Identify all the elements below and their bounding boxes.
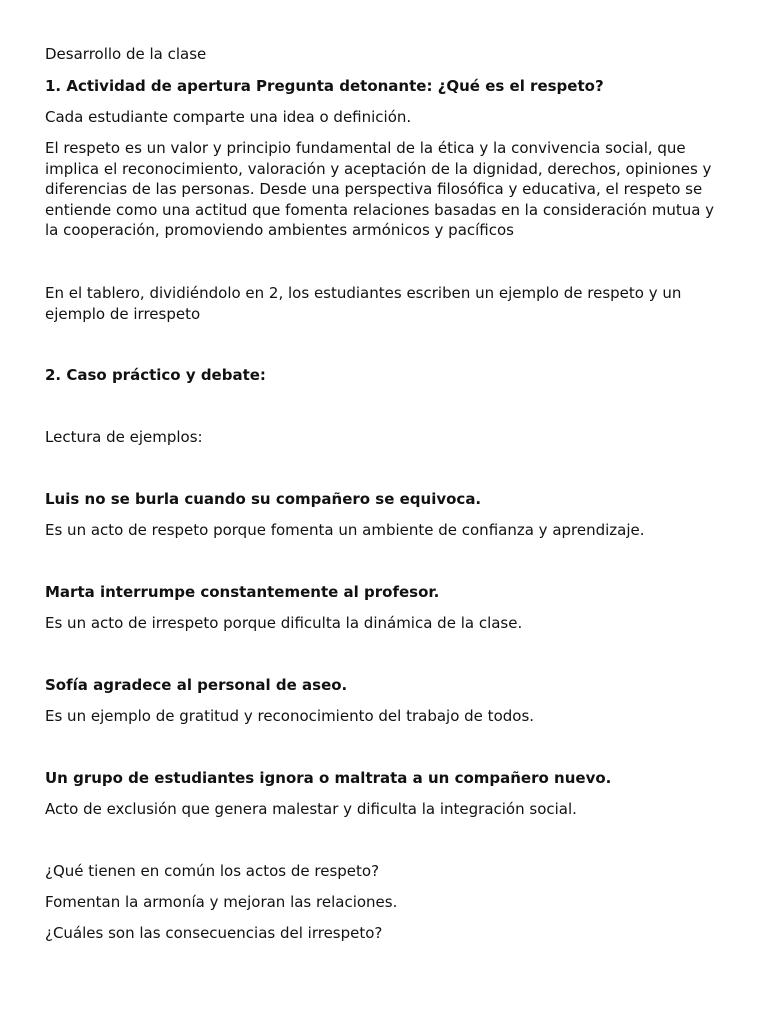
example-explanation: Es un acto de respeto porque fomenta un ambiente de confianza y aprendizaje. (45, 521, 645, 540)
document-header: Desarrollo de la clase (45, 45, 207, 63)
question-1: ¿Qué tienen en común los actos de respeto? (45, 862, 380, 881)
example-explanation: Acto de exclusión que genera malestar y dificulta la integración social. (45, 800, 577, 819)
section1-paragraph: El respeto es un valor y principio fundamental de la ética y la convivencia social, que implica el reconocimiento, valoración y aceptación de la dignidad, derechos, opiniones y diferencias de las personas. Desde una perspectiva filosófica y educativa, el respeto se entiende como una actitud que fomenta relaciones basadas en la consideración mutua y la cooperación, promoviendo ambientes armónicos y pacíficos (45, 139, 715, 240)
board-activity: En el tablero, dividiéndolo en 2, los estudiantes escriben un ejemplo de respeto y un ejemplo de irrespeto (45, 283, 682, 323)
answer-1: Fomentan la armonía y mejoran las relaciones. (45, 893, 398, 912)
example-case: Luis no se burla cuando su compañero se equivoca. (45, 490, 482, 509)
example-case: Marta interrumpe constantemente al profesor. (45, 583, 440, 602)
example-case: Un grupo de estudiantes ignora o maltrata a un compañero nuevo. (45, 769, 612, 788)
example-explanation: Es un acto de irrespeto porque dificulta la dinámica de la clase. (45, 614, 523, 633)
section2-title: 2. Caso práctico y debate: (45, 366, 266, 385)
examples-intro: Lectura de ejemplos: (45, 428, 203, 447)
document-page (45, 44, 725, 944)
example-case: Sofía agradece al personal de aseo. (45, 676, 348, 695)
section1-title: 1. Actividad de apertura Pregunta detonante: ¿Qué es el respeto? (45, 77, 604, 95)
section1-instruction: Cada estudiante comparte una idea o definición. (45, 108, 412, 126)
question-2: ¿Cuáles son las consecuencias del irrespeto? (45, 924, 383, 943)
example-explanation: Es un ejemplo de gratitud y reconocimiento del trabajo de todos. (45, 707, 535, 726)
